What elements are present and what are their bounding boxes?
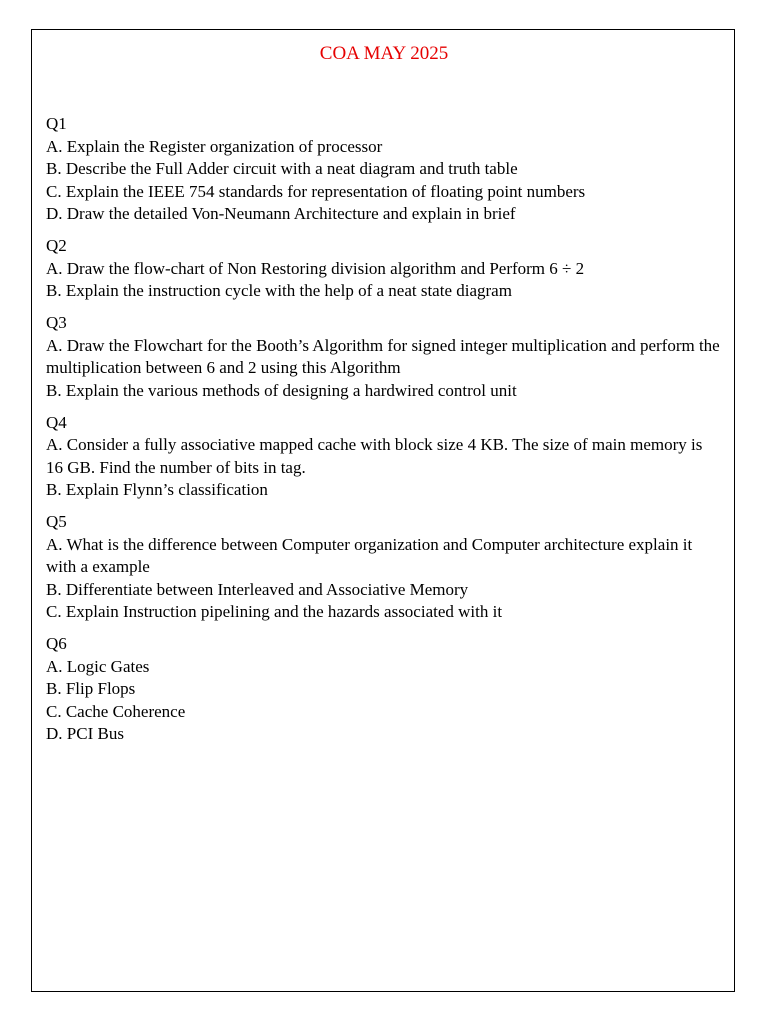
question-item: B. Describe the Full Adder circuit with a neat diagram and truth table xyxy=(46,159,518,178)
question-label: Q2 xyxy=(46,236,67,255)
document-title: COA MAY 2025 xyxy=(319,43,449,64)
question-item: C. Explain the IEEE 754 standards for representation of floating point numbers xyxy=(46,181,586,201)
question-item: A. Consider a fully associative mapped cache with block size 4 KB. The size of main memory is 16 GB. Find the number of bits in tag. xyxy=(46,435,703,477)
question-item: A. Explain the Register organization of processor xyxy=(46,136,383,156)
question-item: A. Logic Gates xyxy=(46,656,150,676)
question-item: A. What is the difference between Computer organization and Computer architecture explain it with a example xyxy=(46,534,693,576)
question-item: B. Explain the instruction cycle with the help of a neat state diagram xyxy=(46,281,512,300)
question-q5 xyxy=(46,511,722,624)
question-q6 xyxy=(46,633,722,746)
question-item: B. Explain Flynn’s classification xyxy=(46,480,268,499)
question-q4 xyxy=(46,412,722,502)
question-item: D. PCI Bus xyxy=(46,724,124,743)
question-item: A. Draw the Flowchart for the Booth’s Algorithm for signed integer multiplication and perform the multiplication between 6 and 2 using this Algorithm xyxy=(46,335,720,377)
question-list xyxy=(46,113,722,755)
question-item: A. Draw the flow-chart of Non Restoring division algorithm and Perform 6 ÷ 2 xyxy=(46,258,585,278)
question-q3 xyxy=(46,312,722,402)
question-q1 xyxy=(46,113,722,226)
question-item: B. Differentiate between Interleaved and Associative Memory xyxy=(46,579,469,599)
question-label: Q4 xyxy=(46,412,67,432)
question-label: Q5 xyxy=(46,512,67,531)
question-item: C. Explain Instruction pipelining and the hazards associated with it xyxy=(46,602,503,621)
question-item: B. Flip Flops xyxy=(46,679,136,698)
question-label: Q6 xyxy=(46,634,67,653)
question-item: B. Explain the various methods of designing a hardwired control unit xyxy=(46,380,517,400)
question-item: C. Cache Coherence xyxy=(46,701,186,721)
question-label: Q1 xyxy=(46,114,67,133)
question-item: D. Draw the detailed Von-Neumann Architecture and explain in brief xyxy=(46,204,516,223)
question-label: Q3 xyxy=(46,313,67,332)
question-q2 xyxy=(46,235,722,303)
